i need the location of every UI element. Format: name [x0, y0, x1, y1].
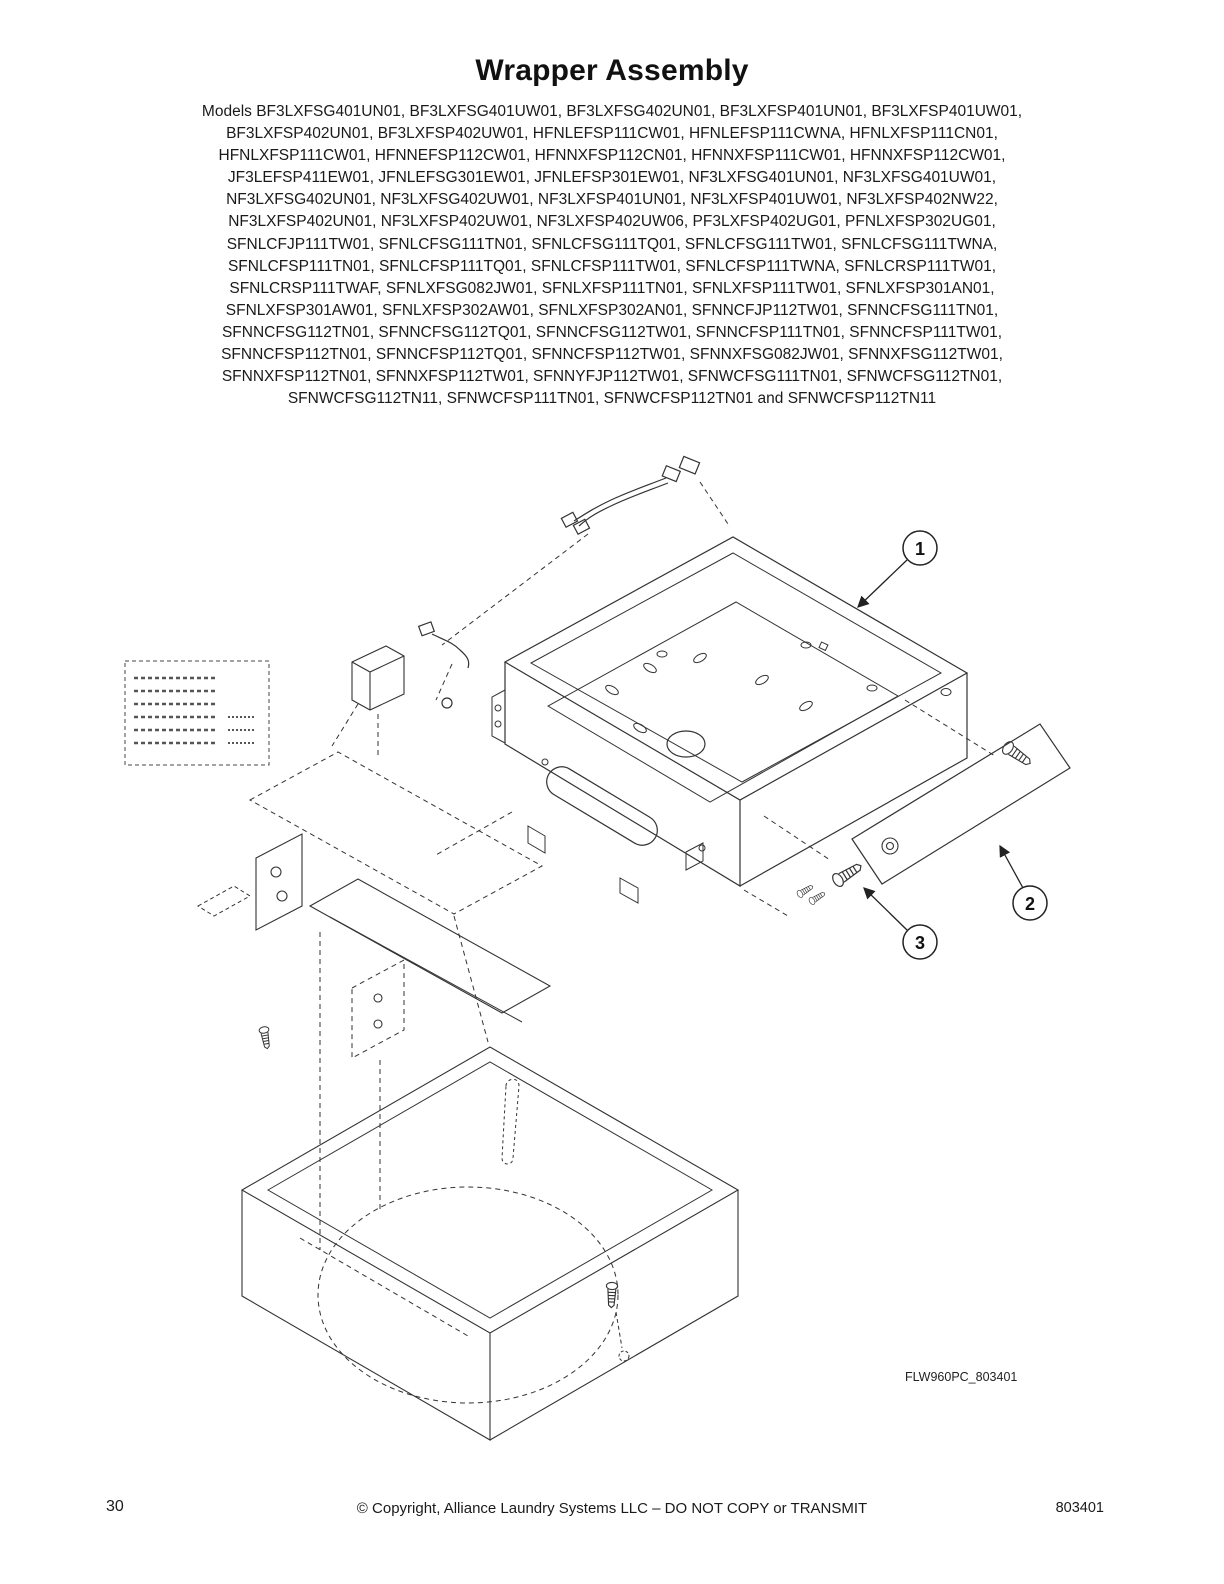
serial-label-plate [125, 661, 269, 765]
callouts [858, 531, 1047, 959]
figure-code: FLW960PC_803401 [905, 1370, 1018, 1384]
models-line: NF3LXFSP402UN01, NF3LXFSP402UW01, NF3LXFSP402UW06, PF3LXFSP402UG01, PFNLXFSP302UG01, [228, 213, 996, 231]
models-line: SFNLCFSP111TN01, SFNLCFSP111TQ01, SFNLCFSP111TW01, SFNLCFSP111TWNA, SFNLCRSP111TW01, [227, 257, 997, 275]
models-line: SFNNXFSP112TN01, SFNNXFSP112TW01, SFNNYFJP112TW01, SFNWCFSG111TN01, SFNWCFSG112TN01, [221, 368, 1003, 386]
cabinet-screw [606, 1282, 629, 1361]
models-line: SFNWCFSG112TN11, SFNWCFSP111TN01, SFNWCFSP112TN01 and SFNWCFSP112TN11 [287, 390, 937, 408]
document-number: 803401 [1055, 1500, 1104, 1516]
screw-fasteners [796, 860, 865, 906]
callout-2-number: 2 [1024, 894, 1036, 914]
cabinet-base [242, 1047, 738, 1440]
models-line: SFNLXFSP301AW01, SFNLXFSP302AW01, SFNLXFSP302AN01, SFNNCFJP112TW01, SFNNCFSG111TN01, [225, 301, 999, 319]
callout-1 [858, 531, 937, 607]
page-number: 30 [106, 1498, 124, 1515]
models-line: SFNLCFJP111TW01, SFNLCFSG111TN01, SFNLCFSG111TQ01, SFNLCFSG111TW01, SFNLCFSG111TWNA, [226, 235, 998, 253]
models-line: SFNNCFSP112TN01, SFNNCFSP112TQ01, SFNNCFSP112TW01, SFNNXFSG082JW01, SFNNXFSG112TW01, [221, 346, 1003, 364]
page-title: Wrapper Assembly [475, 54, 749, 87]
callout-3 [864, 888, 937, 959]
callout-2 [1000, 846, 1047, 920]
callout-3-number: 3 [914, 933, 926, 953]
models-line: HFNLXFSP111CW01, HFNNEFSP112CW01, HFNNXFSP112CN01, HFNNXFSP111CW01, HFNNXFSP112CW01, [218, 147, 1006, 165]
wrapper-panel [434, 537, 995, 916]
wire-harness [419, 456, 730, 708]
models-line: NF3LXFSG402UN01, NF3LXFSG402UW01, NF3LXFSP401UN01, NF3LXFSP401UW01, NF3LXFSP402NW22, [226, 191, 998, 209]
models-line: BF3LXFSP402UN01, BF3LXFSP402UW01, HFNLEFSP111CW01, HFNLEFSP111CWNA, HFNLXFSP111CN01, [226, 125, 998, 143]
models-line: Models BF3LXFSG401UN01, BF3LXFSG401UW01, BF3LXFSG402UN01, BF3LXFSP401UN01, BF3LXFSP401UW01, [201, 103, 1023, 120]
models-line: SFNNCFSG112TN01, SFNNCFSG112TQ01, SFNNCFSG112TW01, SFNNCFSP111TN01, SFNNCFSP111TW01, [221, 323, 1003, 341]
callout-1-number: 1 [914, 539, 926, 559]
copyright-notice: © Copyright, Alliance Laundry Systems LLC – DO NOT COPY or TRANSMIT [356, 1500, 868, 1517]
models-line: JF3LEFSP411EW01, JFNLEFSG301EW01, JFNLEFSP301EW01, NF3LXFSG401UN01, NF3LXFSG401UW01, [227, 169, 997, 187]
models-line: SFNLCRSP111TWAF, SFNLXFSG082JW01, SFNLXFSP111TN01, SFNLXFSP111TW01, SFNLXFSP301AN01, [229, 279, 995, 297]
bracket-assembly [198, 646, 550, 1250]
